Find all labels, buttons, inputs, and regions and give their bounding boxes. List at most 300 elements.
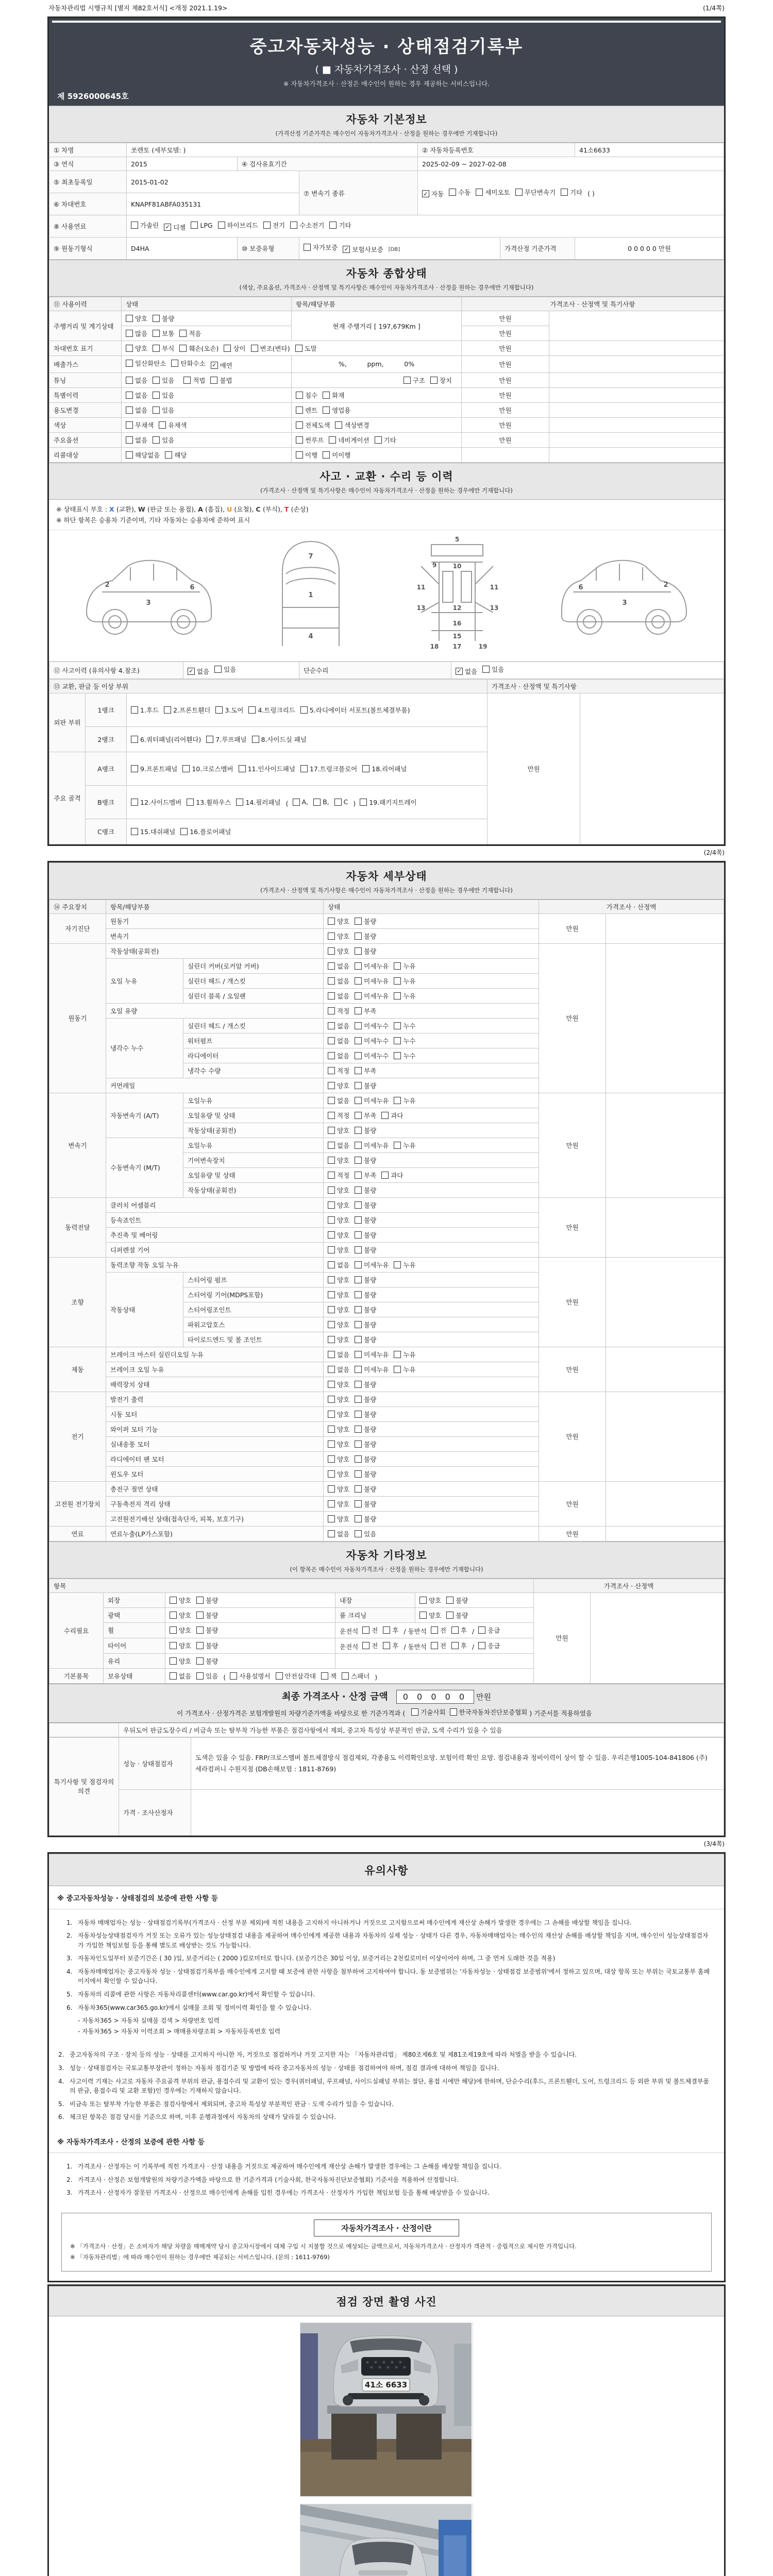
tuning-label: 튜닝 [49,372,122,387]
option-label: 불량 [206,1611,219,1619]
option-label: 2.프론트휀더 [173,706,211,714]
option-label: 불량 [364,1410,377,1418]
option-label: 기타 [570,188,583,196]
subitem-label: 스티어링조인트 [183,1302,324,1317]
checkbox-option [355,1081,376,1090]
status-options [324,1108,539,1123]
checkbox-icon [170,1612,177,1619]
checkbox-option [355,1395,376,1404]
table-row [49,387,724,402]
option-label: 불량 [364,1216,377,1224]
checkbox-option [328,1395,349,1404]
checkbox-icon [355,1067,362,1074]
checkbox-option [328,931,349,941]
price-cell: 만원 [488,693,580,844]
status-options [324,1511,539,1526]
checkbox-option [180,827,231,836]
status-options [324,1093,539,1108]
option-label: 해당 [174,451,187,459]
checkbox-icon [355,947,362,955]
checkbox-option [290,221,324,230]
checkbox-icon [328,977,335,985]
option-label: 과다 [391,1171,404,1179]
checkbox-option [214,665,236,674]
checkbox-icon [321,1672,328,1680]
price-cell: 만원 [539,1392,606,1481]
option-label: 없음 [135,391,148,399]
glass-label: 유리 [104,1653,165,1668]
status-options [324,1347,539,1362]
option-state [122,432,292,447]
checkbox-option [252,735,307,744]
option-label: 후 [460,1626,467,1634]
legend-code: C [256,505,263,513]
price-cell: 만원 [462,402,549,417]
checkbox-icon [328,1187,335,1194]
option-label: 없음 [337,1365,350,1374]
option-label: 자가보증 [313,244,338,252]
checkbox-icon [355,1530,362,1537]
option-label: 없음 [337,1096,350,1105]
checkbox-icon [355,1306,362,1313]
option-label: 사용설명서 [239,1672,271,1680]
checkbox-option [179,329,201,338]
option-label: 양호 [337,1081,350,1090]
option-label: 양호 [337,1485,350,1493]
rankC-options [127,819,488,844]
item-label: 브레이크 마스터 실린더오일 누유 [106,1347,324,1362]
document-subtitle: ( ■ 자동차가격조사 · 산정 선택 ) [315,64,458,75]
overall-title: 자동차 종합상태 [346,267,427,280]
final-price-value: 0 0 0 0 0 [396,1690,474,1704]
option-label: 누수 [403,1052,416,1060]
col-header: ⑭ 주요장치 [49,900,106,913]
checkbox-option [251,344,290,353]
checkbox-option [321,1671,337,1681]
notice-item-number: 4. [66,1968,73,1975]
checkbox-option [183,376,205,385]
checkbox-option [328,1350,349,1359]
checkbox-icon [328,962,335,970]
color-item [292,417,462,432]
notice-item [66,2175,714,2185]
checkbox-option [170,1656,191,1666]
option-text: 운전석 [340,1642,359,1651]
notice-item-text: 자동차매매업자는 중고자동차 성능 · 상태점검기록부를 매수인에게 고지할 때 보증에 관한 사항을 첨부하여 고지하여야 합니다. 동 보증범위는 '자동차성능 · 상태점검 보증범위'에서 정하고 있으며, 대상 항목 또는 부위는 국토교통부 홈페이지에서 확인할 수 있습니다. [78,1968,710,1985]
diagram-part-number: 9 [432,562,437,569]
rankA-label: A랭크 [86,752,127,785]
checkbox-icon [296,421,303,429]
inspector-comment: 도색은 있을 수 있음. FRP/크로스멤버 볼트체결방식 점검제외, 각종용도 이력확인요망. 보험이력 확인 요망. 점검내용과 정비이력이 상이 할 수 있음. 우리은행1005-104-841806 (주)세라컴퍼니 수원지점 (DB손해보험 : 1811-8769) [191,1737,724,1789]
legend-prefix: ※ 상태표시 부호 : [56,505,110,513]
option-label: 없음 [135,436,148,444]
option-label: 양호 [337,1276,350,1284]
color-label: 색상 [49,417,122,432]
checkbox-icon [215,706,223,714]
checkbox-option [355,1096,389,1105]
checkbox-icon [381,1172,389,1179]
etc-info-table [49,1579,724,1684]
checkbox-option [239,764,295,773]
option-label: 불량 [364,1081,377,1090]
overall-band [49,260,724,297]
legend-code: A [198,505,206,513]
wheel-position-options [335,1622,534,1638]
option-label: 전 [440,1641,446,1650]
diagram-part-number: 5 [455,536,460,543]
notes-cell [606,1526,724,1541]
checkbox-option [328,1380,349,1389]
simple-repair-options [451,662,724,679]
option-label: 자동 [431,190,444,198]
item-label: 원동기 [106,913,324,928]
checkbox-icon [328,1276,335,1283]
checkbox-icon [196,1642,204,1649]
option-label: 있음 [224,666,237,673]
legend-code: U [227,505,234,513]
option-label: 8.사이드실 패널 [261,735,307,743]
checkbox-option [187,798,231,807]
checkbox-icon [355,1082,362,1089]
checkbox-icon [328,1157,335,1164]
checkbox-icon [328,1112,335,1119]
checkbox-option [355,1260,389,1269]
checkbox-option [131,221,159,230]
status-options [324,1003,539,1018]
checkbox-icon [362,1626,369,1634]
checkbox-icon [328,1500,335,1507]
option-label: 미세누유 [364,1261,389,1269]
checkbox-icon [430,377,438,384]
checkbox-option [355,1215,376,1225]
checkbox-option [328,1230,349,1240]
checkbox-option [355,946,376,956]
notice-title: 유의사항 [364,1864,409,1877]
special-label: 특별이력 [49,387,122,402]
etc-subtitle: (이 항목은 매수인이 자동차가격조사 · 산정을 원하는 경우에만 기재합니다) [290,1565,483,1573]
diagram-part-number: 1 [308,591,313,599]
option-label: 보험사보증 [352,245,383,253]
option-label: 6.쿼터패널(리어휀다) [140,735,201,743]
checkbox-icon [375,436,382,444]
checkbox-icon [182,765,190,772]
notice-item-number: 5. [58,2100,64,2108]
reg-no-label: ② 자동차등록번호 [418,143,575,157]
option-label: 양호 [337,1320,350,1329]
checkbox-icon [328,1470,335,1478]
device-label: 제동 [49,1347,106,1392]
basic-info-subtitle: (가격산정 기준가격은 매수인이 자동차가격조사 · 산정을 원하는 경우에만 기재합니다) [275,130,498,137]
checkbox-icon [355,1216,362,1224]
checkbox-icon [179,330,187,337]
price-cell [462,447,549,462]
option-label: 양호 [337,1126,350,1134]
status-options [324,1167,539,1182]
rankB-options [127,785,488,819]
checkbox-option [296,405,317,415]
price-cell: 만원 [462,432,549,447]
option-label: 양호 [337,947,350,955]
notice-item-text: 자동차 매매업자는 성능 · 상태점검기록부(가격조사 · 산정 부분 제외)에 적힌 내용을 고지하지 아니하거나 거짓으로 고지함으로써 매수인에게 재산상 손해가 발생한 경우에는 그 손해를 배상할 책임을 집니다. [78,1919,632,1926]
checkbox-icon [328,1336,335,1343]
checkbox-icon [191,222,198,229]
table-row [49,1347,724,1362]
accident-history-row [49,662,724,679]
checkbox-icon [328,1142,335,1149]
status-options [324,958,539,973]
notice-item [58,2077,714,2096]
rank2-options [127,726,488,752]
checkbox-option [456,667,477,676]
notice-item-text: 자동차성능상태점검자가 거짓 또는 오류가 있는 성능상태점검 내용을 제공하여 매수인에게 제공한 내용과 자동차의 실제 성능 · 상태가 다른 경우, 자동차매매업자는 매수인의 재산상 손해를 배상할 책임을 지며, 매수인이 성능상태점검자가 가입한 책임보험 등을 통해 별도로 배상받는 것도 가능합니다. [78,1932,709,1949]
option-label: 훼손(오손) [189,345,219,352]
option-label: 적정 [337,1066,350,1075]
diagram-part-number: 2 [663,581,668,589]
option-label: 색상변경 [344,421,369,429]
checkbox-icon [394,1037,401,1044]
checkbox-icon [323,392,330,399]
checkbox-icon [355,1396,362,1403]
explain-title: 자동차가격조사 · 산정이란 [314,2219,459,2236]
checkbox-option [355,917,376,926]
option-label: 구조 [412,376,425,384]
checkbox-option [170,1641,191,1650]
legend-desc: (판금 또는 용접), [147,505,198,513]
notice-item [58,2063,714,2073]
special-item [292,387,462,402]
checkbox-icon [450,1708,457,1716]
rankA-options [127,752,488,785]
checkbox-option [328,961,349,971]
checkbox-icon [328,1127,335,1134]
option-label: 양호 [337,1470,350,1478]
checkbox-option [515,188,556,197]
checkbox-icon [153,436,160,444]
diagram-part-number: 19 [478,643,488,650]
diagram-part-number: 2 [105,581,110,589]
subitem-label: 타이로드엔드 및 볼 조인트 [183,1332,324,1347]
option-label: 양호 [337,1410,350,1418]
explain-lines [70,2242,703,2262]
page-4 [47,2284,726,2576]
diagram-part-number: 16 [452,620,462,627]
explain-line: ※ 「가격조사 · 산정」은 소비자가 해당 차량을 매매계약 당시 중고차시장에서 대체 구입 시 지불할 것으로 예상되는 금액으로서, 자동차가격조사 · 산정자가 객관적 · 중립적으로 제시한 가격입니다. [70,2242,577,2250]
status-options [324,1018,539,1033]
checkbox-icon [328,1306,335,1313]
option-label: 없음 [135,406,148,414]
checkbox-option [328,1051,349,1060]
checkbox-icon [126,436,133,444]
status-options [324,988,539,1003]
checkbox-option [126,329,147,338]
checkbox-option [126,314,147,323]
legend-desc: (교환), [116,505,138,513]
checkbox-option [293,798,309,806]
option-label: 양호 [337,932,350,940]
recall-state [122,447,292,462]
notice-item-number: 6. [66,2004,73,2011]
checkbox-icon [431,1626,438,1634]
checkbox-icon [170,1657,177,1665]
notice-item [66,1967,714,1986]
option-label: 부족 [364,1171,377,1179]
checkbox-icon [362,1642,369,1649]
option-label: 없음 [337,1141,350,1149]
option-label: 미세누유 [364,1365,389,1374]
reg-no-value: 41소6633 [575,143,724,157]
notes-cell [549,447,724,462]
option-label: 양호 [337,1515,350,1523]
option-label: 보통 [162,330,175,337]
checkbox-option [131,705,159,715]
option-label: 이행 [305,451,318,459]
option-label: 불량 [364,1291,377,1299]
checkbox-icon [478,1626,485,1634]
checkbox-option [355,1425,376,1434]
option-label: 안전삼각대 [284,1672,316,1680]
checkbox-option [355,1380,376,1389]
legend-code: T [284,505,291,513]
option-label: 응급 [488,1626,500,1634]
checkbox-option [196,1625,218,1635]
checkbox-icon [394,992,401,999]
option-label: 1.후드 [140,706,159,714]
option-label: 누유 [403,977,416,985]
checkbox-icon [328,1261,335,1268]
checkbox-icon [355,1440,362,1448]
checkbox-option [196,1596,218,1605]
checkbox-option [153,391,174,400]
option-label: 불량 [364,1186,377,1194]
checkbox-icon [328,947,335,955]
option-label: 무단변속기 [524,188,556,196]
checkbox-icon [446,1612,453,1619]
checkbox-option [394,976,415,986]
checkbox-option [296,420,330,430]
item-label: 등속죠인트 [106,1212,324,1227]
checkbox-icon [431,1642,438,1649]
emission-item: %, ppm, 0% [292,356,462,373]
device-label: 변속기 [49,1093,106,1197]
diagram-part-number: 11 [416,584,426,591]
item-label: 클러치 어셈블리 [106,1197,324,1212]
checkbox-option [362,1641,378,1650]
disclosure-label [49,1723,119,1737]
checkbox-option [355,1469,376,1479]
rankB-label: B랭크 [86,785,127,819]
option-label: 5.라디에이터 서포트(볼트체결부품) [309,706,410,714]
checkbox-icon [170,1642,177,1649]
option-label: 없음 [135,376,148,384]
legend-desc: (손상) [291,505,309,513]
status-options [324,1436,539,1451]
notice-item-number: 2. [66,1932,73,1940]
option-label: LPG [200,221,213,229]
price-cell: 만원 [462,372,549,387]
notes-cell [549,356,724,373]
option-label: 불량 [364,1156,377,1164]
option-label: 누유 [403,1350,416,1359]
checkbox-icon: ✓ [188,668,195,675]
subitem-label: 오일누유 [183,1093,324,1108]
checkbox-option [248,705,295,715]
option-label: 불량 [162,315,175,323]
notes-cell [549,311,724,341]
checkbox-option [328,1006,349,1015]
checkbox-icon [328,1246,335,1253]
checkbox-option [328,1499,349,1509]
item-label: 고전원전기배선 상태(접속단자, 피복, 보호기구) [106,1511,324,1526]
car-diagram-side-left [71,535,221,654]
checkbox-icon [328,1037,335,1044]
diagram-part-number: 7 [308,553,313,561]
checkbox-option [394,1141,415,1150]
checkbox-icon [355,1351,362,1358]
table-row [49,662,724,679]
checkbox-icon [411,1708,418,1716]
option-text: / 동반석 [404,1627,427,1635]
option-label: 양호 [337,1500,350,1508]
option-label: 전기 [272,222,285,230]
legend-desc: (흠집), [205,505,227,513]
repair-needed-label: 수리필요 [49,1592,104,1668]
checkbox-option [394,991,415,1001]
option-label: 양호 [429,1596,442,1604]
appraiser-comment [191,1789,724,1835]
option-label: 양호 [337,1455,350,1463]
basic-items-label: 기본품목 [49,1668,104,1683]
tire-label: 타이어 [104,1638,165,1653]
color-state [122,417,292,432]
checkbox-icon [355,1321,362,1328]
checkbox-option [131,735,201,744]
car-name-value: 쏘렌토 (세부모델: ) [127,143,418,157]
appraiser-label: 가격 · 조사산정자 [119,1789,191,1835]
checkbox-option [276,1671,316,1681]
checkbox-icon [476,189,483,196]
document-header [49,18,724,106]
checkbox-icon [355,933,362,940]
checkbox-icon [183,377,191,384]
hold-state-options [165,1668,534,1683]
page-marker-1: (1/4쪽) [703,4,725,12]
checkbox-icon [251,345,258,352]
notice-item [58,2050,714,2060]
checkbox-icon [394,1022,401,1029]
checkbox-option [383,1641,398,1650]
device-label: 조향 [49,1257,106,1347]
checkbox-option [215,705,243,715]
option-label: 적법 [193,376,206,384]
checkbox-option [381,1171,403,1180]
checkbox-icon [171,360,178,367]
page-3 [47,1852,726,2282]
overall-subtitle: (색상, 주요옵션, 가격조사 · 산정액 및 특기사항은 매수인이 자동차가격조사 · 산정을 원하는 경우에만 기재합니다) [239,284,534,291]
checkbox-option [355,976,389,986]
option-label: 주요옵션 [49,432,122,447]
checkbox-option [153,314,174,323]
option-label: 네비게이션 [338,436,369,444]
checkbox-icon [355,1142,362,1149]
checkbox-option [182,764,233,773]
option-label: 18.리어패널 [372,765,407,773]
option-label: 수소전기 [299,222,325,230]
subitem-label: 오일유량 및 상태 [183,1108,324,1123]
document-title: 중고자동차성능 · 상태점검기록부 [249,37,524,57]
option-label: 적음 [189,330,201,337]
item-label: 브레이크 오일 누유 [106,1362,324,1377]
notes-cell [335,1653,534,1668]
